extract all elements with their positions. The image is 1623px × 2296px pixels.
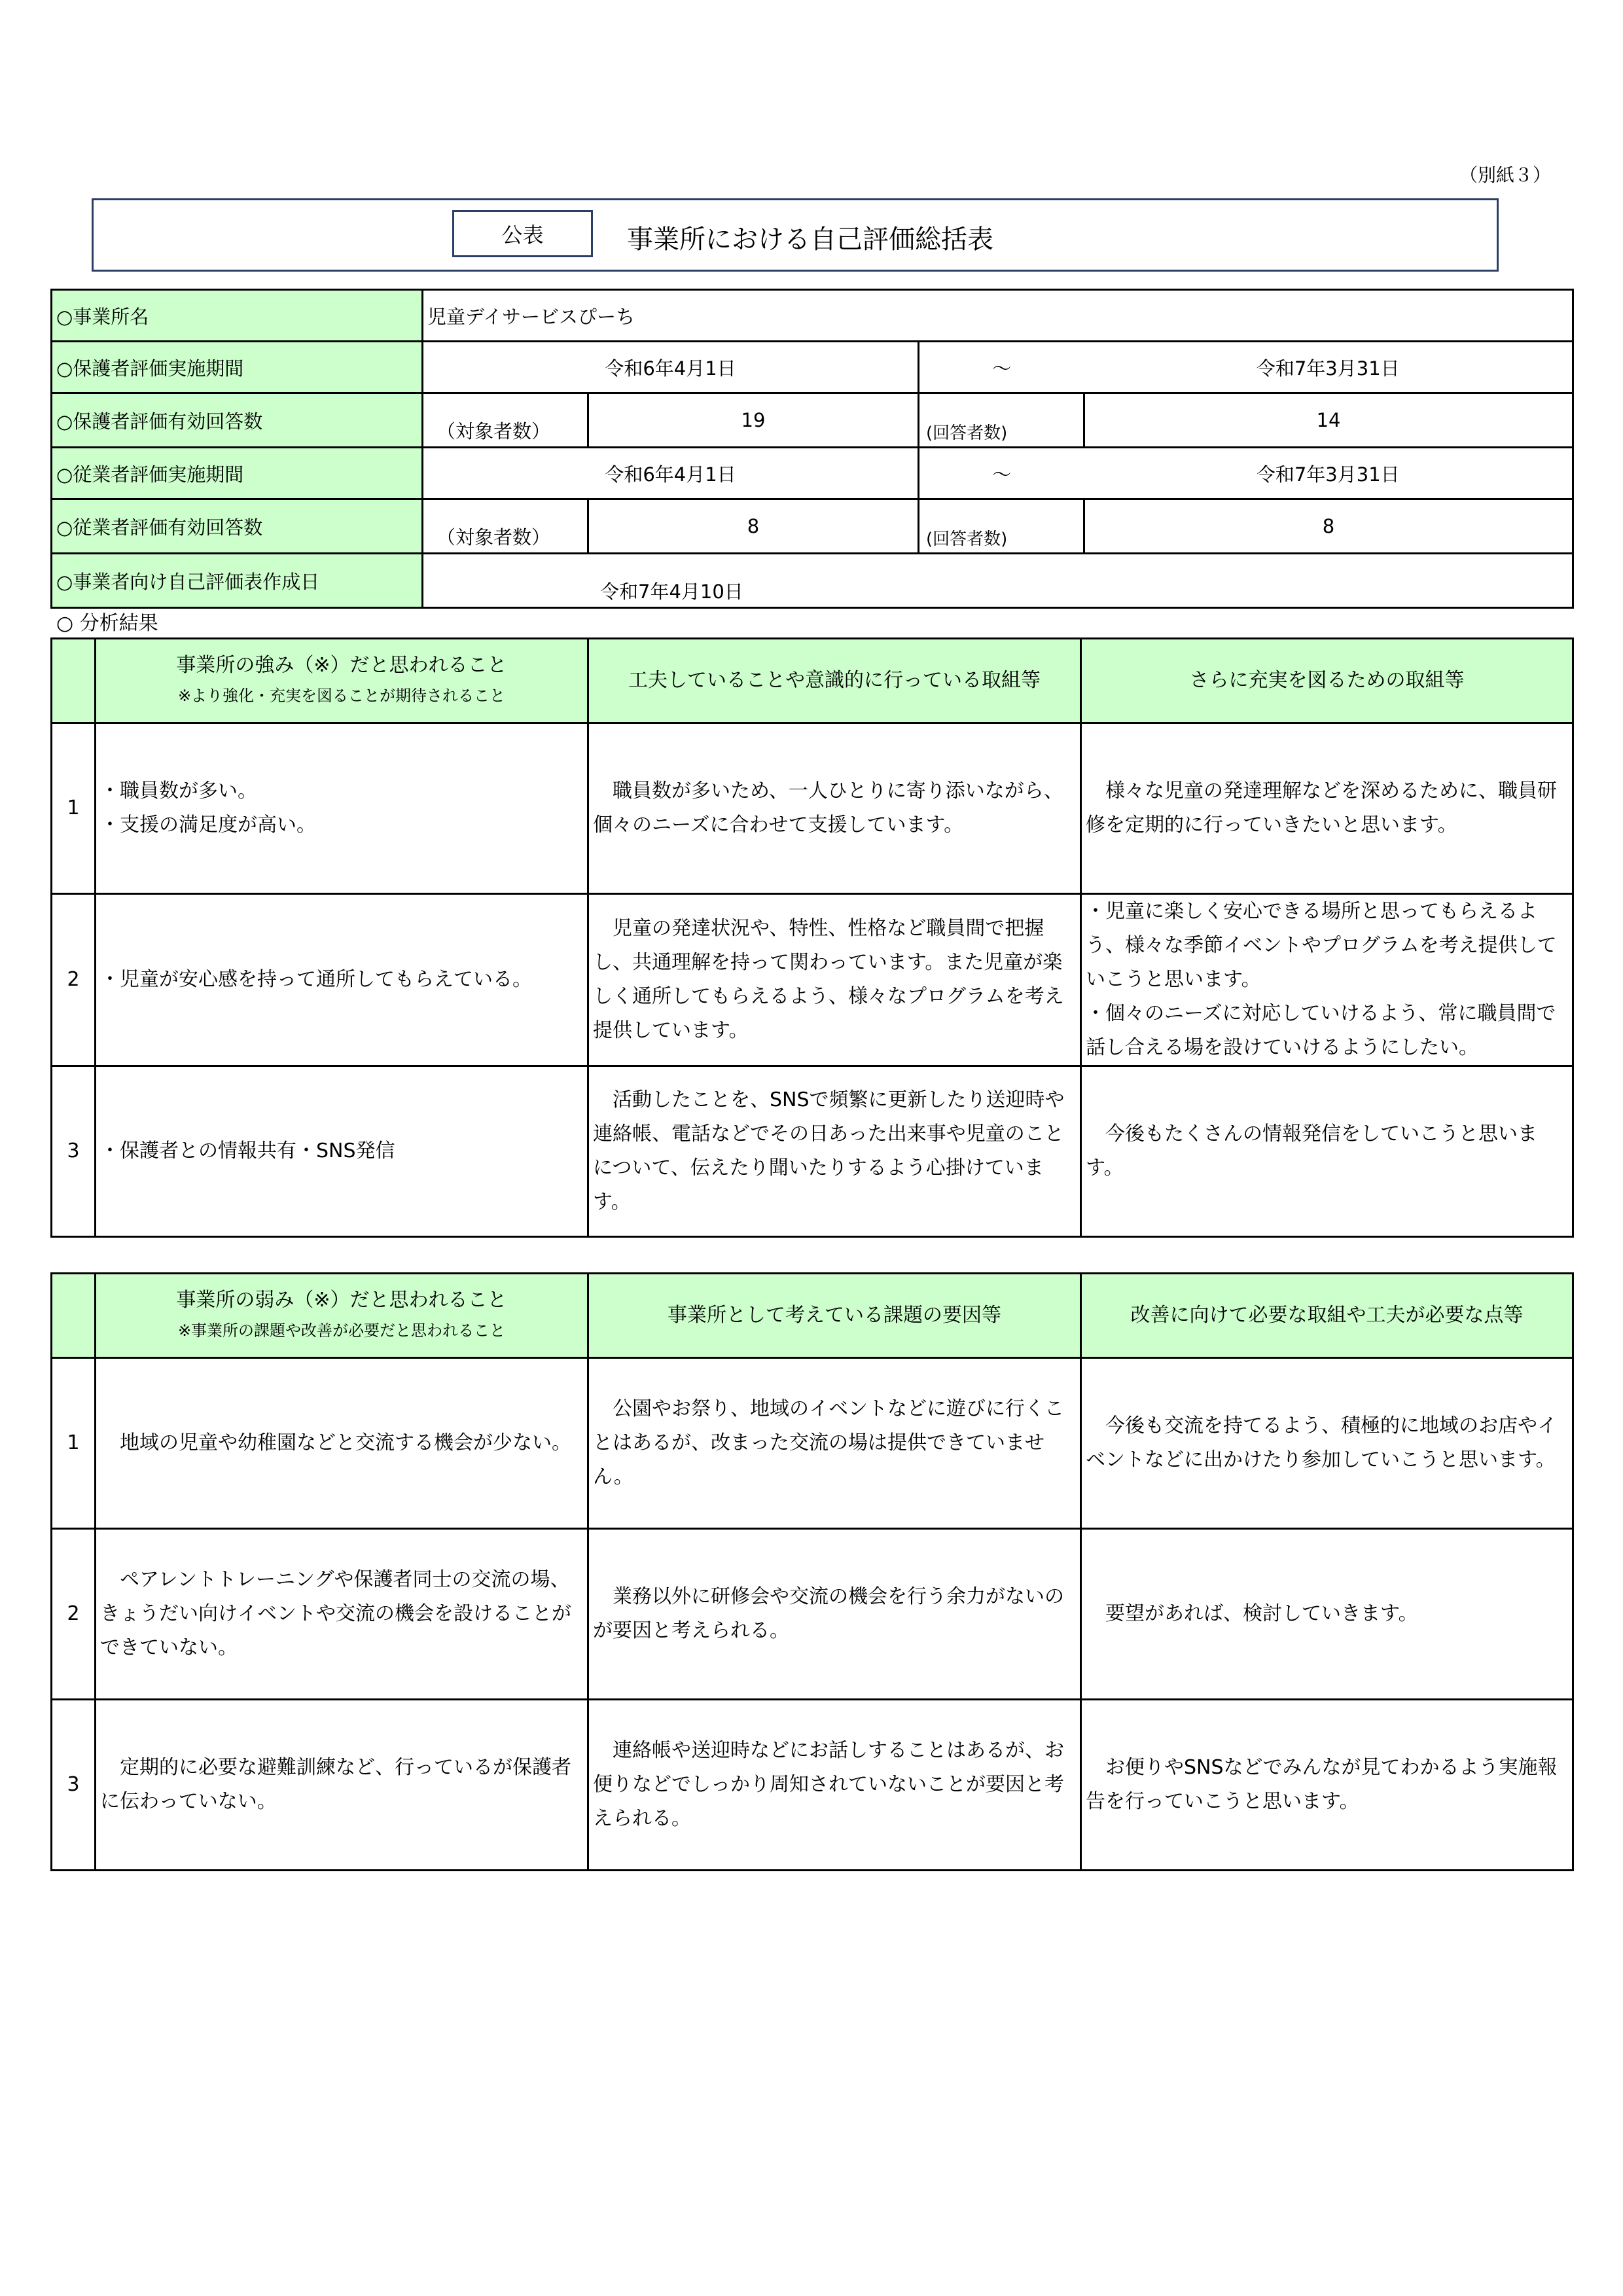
efforts-cell: 職員数が多いため、一人ひとりに寄り添いながら、個々のニーズに合わせて支援しています。: [588, 723, 1081, 894]
strength-row: [52, 1066, 1573, 1237]
causes-cell: 業務以外に研修会や交流の機会を行う余力がないのが要因と考えられる。: [588, 1529, 1081, 1700]
staff-period-sep: ～: [919, 448, 1084, 499]
staff-resp-label: (回答者数): [919, 499, 1084, 554]
weakness-cell: ペアレントトレーニングや保護者同士の交流の場、きょうだい向けイベントや交流の機会を設けることができていない。: [96, 1529, 588, 1700]
facility-label: ○事業所名: [52, 290, 423, 342]
parent-valid-label: ○保護者評価有効回答数: [52, 393, 423, 448]
strengths-header: [96, 639, 588, 723]
analysis-label: ○ 分析結果: [56, 612, 158, 635]
improvements-header: 改善に向けて必要な取組や工夫が必要な点等: [1081, 1274, 1573, 1358]
strengths-header-main: 事業所の強み（※）だと思われること: [176, 654, 507, 677]
strength-cell: ・保護者との情報共有・SNS発信: [96, 1066, 588, 1237]
row-number: 1: [52, 1358, 96, 1529]
created-row: [52, 554, 1573, 608]
strength-cell: ・職員数が多い。 ・支援の満足度が高い。: [96, 723, 588, 894]
strengths-table: [50, 637, 1574, 1238]
created-label: ○事業者向け自己評価表作成日: [52, 554, 423, 608]
parent-period-end: 令和7年3月31日: [1084, 342, 1573, 393]
improvements-cell: 今後も交流を持てるよう、積極的に地域のお店やイベントなどに出かけたり参加していこうと思います。: [1081, 1358, 1573, 1529]
improvements-cell: 要望があれば、検討していきます。: [1081, 1529, 1573, 1700]
weaknesses-header-sub: ※事業所の課題や改善が必要だと思われること: [177, 1321, 506, 1340]
staff-period-end: 令和7年3月31日: [1084, 448, 1573, 499]
title-box: [92, 198, 1499, 272]
further-header: さらに充実を図るための取組等: [1081, 639, 1573, 723]
facility-row: [52, 290, 1573, 342]
header-num-cell: [52, 1274, 96, 1358]
efforts-cell: 活動したことを、SNSで頻繁に更新したり送迎時や連絡帳、電話などでその日あった出来事や児童のことについて、伝えたり聞いたりするよう心掛けています。: [588, 1066, 1081, 1237]
staff-valid-row: [52, 499, 1573, 554]
row-number: 3: [52, 1700, 96, 1871]
weakness-cell: 定期的に必要な避難訓練など、行っているが保護者に伝わっていない。: [96, 1700, 588, 1871]
weaknesses-header: [96, 1274, 588, 1358]
weakness-row: [52, 1529, 1573, 1700]
weaknesses-header-row: [52, 1274, 1573, 1358]
staff-resp-count: 8: [1084, 499, 1573, 554]
row-number: 2: [52, 1529, 96, 1700]
efforts-header: 工夫していることや意識的に行っている取組等: [588, 639, 1081, 723]
parent-period-row: [52, 342, 1573, 393]
further-cell: 今後もたくさんの情報発信をしていこうと思います。: [1081, 1066, 1573, 1237]
weakness-cell: 地域の児童や幼稚園などと交流する機会が少ない。: [96, 1358, 588, 1529]
strengths-header-sub: ※より強化・充実を図ることが期待されること: [177, 687, 506, 705]
facility-name: 児童デイサービスぴーち: [423, 290, 1573, 342]
causes-cell: 連絡帳や送迎時などにお話しすることはあるが、お便りなどでしっかり周知されていないことが要因と考えられる。: [588, 1700, 1081, 1871]
staff-target-label: （対象者数）: [423, 499, 588, 554]
strength-row: [52, 894, 1573, 1066]
row-number: 3: [52, 1066, 96, 1237]
improvements-cell: お便りやSNSなどでみんなが見てわかるよう実施報告を行っていこうと思います。: [1081, 1700, 1573, 1871]
causes-header: 事業所として考えている課題の要因等: [588, 1274, 1081, 1358]
staff-target-count: 8: [588, 499, 919, 554]
parent-target-count: 19: [588, 393, 919, 448]
weaknesses-table: [50, 1272, 1574, 1871]
further-cell: 様々な児童の発達理解などを深めるために、職員研修を定期的に行っていきたいと思います。: [1081, 723, 1573, 894]
parent-target-label: （対象者数）: [423, 393, 588, 448]
staff-period-row: [52, 448, 1573, 499]
parent-resp-label: (回答者数): [919, 393, 1084, 448]
page-title: 事業所における自己評価総括表: [627, 224, 993, 255]
strength-cell: ・児童が安心感を持って通所してもらえている。: [96, 894, 588, 1066]
annex-label: （別紙３）: [1459, 164, 1552, 186]
weakness-row: [52, 1358, 1573, 1529]
staff-valid-label: ○従業者評価有効回答数: [52, 499, 423, 554]
staff-period-label: ○従業者評価実施期間: [52, 448, 423, 499]
created-date: 令和7年4月10日: [423, 554, 1573, 608]
staff-period-start: 令和6年4月1日: [423, 448, 919, 499]
causes-cell: 公園やお祭り、地域のイベントなどに遊びに行くことはあるが、改まった交流の場は提供できていません。: [588, 1358, 1081, 1529]
strengths-header-row: [52, 639, 1573, 723]
weaknesses-header-main: 事業所の弱み（※）だと思われること: [176, 1289, 507, 1312]
facility-info-table: [50, 289, 1574, 609]
further-cell: ・児童に楽しく安心できる場所と思ってもらえるよう、様々な季節イベントやプログラムを考え提供していこうと思います。 ・個々のニーズに対応していけるよう、常に職員間で話し合える場を設けていけるようにしたい。: [1081, 894, 1573, 1066]
public-label: 公表: [452, 210, 593, 257]
parent-resp-count: 14: [1084, 393, 1573, 448]
header-num-cell: [52, 639, 96, 723]
efforts-cell: 児童の発達状況や、特性、性格など職員間で把握し、共通理解を持って関わっています。また児童が楽しく通所してもらえるよう、様々なプログラムを考え提供しています。: [588, 894, 1081, 1066]
parent-period-start: 令和6年4月1日: [423, 342, 919, 393]
strength-row: [52, 723, 1573, 894]
parent-valid-row: [52, 393, 1573, 448]
parent-period-label: ○保護者評価実施期間: [52, 342, 423, 393]
row-number: 1: [52, 723, 96, 894]
row-number: 2: [52, 894, 96, 1066]
weakness-row: [52, 1700, 1573, 1871]
parent-period-sep: ～: [919, 342, 1084, 393]
